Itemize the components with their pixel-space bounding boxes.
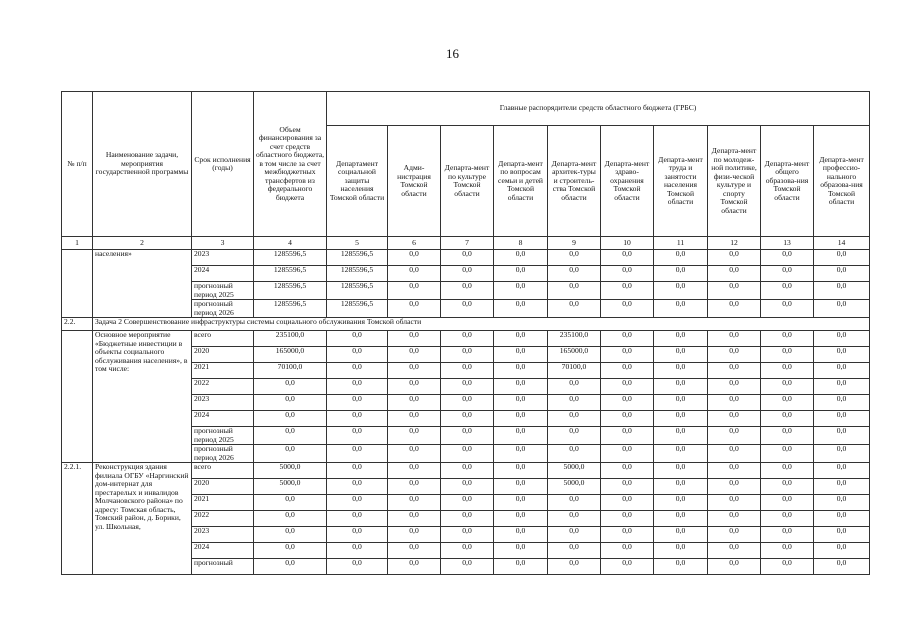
- value-cell: 0,0: [814, 331, 870, 347]
- value-cell: 0,0: [548, 250, 601, 266]
- value-cell: 0,0: [654, 282, 708, 300]
- value-cell: 0,0: [708, 445, 761, 463]
- column-number: 10: [601, 237, 654, 250]
- value-cell: 0,0: [654, 411, 708, 427]
- value-cell: 0,0: [494, 347, 548, 363]
- value-cell: 1285596,5: [327, 300, 388, 318]
- value-cell: 0,0: [654, 479, 708, 495]
- value-cell: 0,0: [441, 559, 494, 575]
- term-cell: 2024: [192, 411, 254, 427]
- value-cell: 0,0: [441, 282, 494, 300]
- value-cell: 0,0: [327, 363, 388, 379]
- value-cell: 0,0: [388, 347, 441, 363]
- value-cell: 0,0: [654, 559, 708, 575]
- value-cell: 0,0: [441, 463, 494, 479]
- value-cell: 0,0: [761, 347, 814, 363]
- value-cell: 0,0: [654, 395, 708, 411]
- value-cell: 0,0: [254, 427, 327, 445]
- column-number: 12: [708, 237, 761, 250]
- term-cell: 2024: [192, 266, 254, 282]
- value-cell: 5000,0: [254, 479, 327, 495]
- value-cell: 0,0: [814, 266, 870, 282]
- value-cell: 0,0: [814, 363, 870, 379]
- value-cell: 0,0: [441, 479, 494, 495]
- value-cell: 0,0: [494, 495, 548, 511]
- value-cell: 0,0: [254, 395, 327, 411]
- value-cell: 0,0: [388, 479, 441, 495]
- value-cell: 0,0: [441, 445, 494, 463]
- value-cell: 0,0: [327, 479, 388, 495]
- value-cell: 0,0: [254, 445, 327, 463]
- value-cell: 0,0: [494, 543, 548, 559]
- value-cell: 0,0: [708, 511, 761, 527]
- value-cell: 0,0: [654, 250, 708, 266]
- value-cell: 0,0: [441, 347, 494, 363]
- task-number: 2.2.: [62, 318, 93, 331]
- col-header-grbs-5: Департа-мент архитек-туры и строитель-ства Томской области: [548, 126, 601, 237]
- term-cell: прогнозный период 2025: [192, 282, 254, 300]
- value-cell: 0,0: [441, 527, 494, 543]
- value-cell: 0,0: [327, 543, 388, 559]
- value-cell: 0,0: [388, 527, 441, 543]
- value-cell: 0,0: [388, 379, 441, 395]
- value-cell: 1285596,5: [254, 282, 327, 300]
- value-cell: 0,0: [708, 300, 761, 318]
- row-number: [62, 250, 93, 318]
- value-cell: 0,0: [388, 331, 441, 347]
- value-cell: 0,0: [388, 363, 441, 379]
- value-cell: 0,0: [654, 427, 708, 445]
- measure-name: Реконструкция здания филиала ОГБУ «Наргинский дом-интернат для престарелых и инвалидов Молчановского района» по адресу: Томская область, Томский район, д. Борики, ул. Школьная,: [93, 463, 192, 575]
- value-cell: 0,0: [327, 527, 388, 543]
- value-cell: 0,0: [761, 300, 814, 318]
- value-cell: 0,0: [494, 266, 548, 282]
- value-cell: 0,0: [708, 427, 761, 445]
- value-cell: 0,0: [814, 411, 870, 427]
- term-cell: прогнозный период 2026: [192, 300, 254, 318]
- value-cell: 0,0: [388, 463, 441, 479]
- value-cell: 0,0: [814, 511, 870, 527]
- column-number: 4: [254, 237, 327, 250]
- value-cell: 0,0: [761, 479, 814, 495]
- value-cell: 0,0: [548, 395, 601, 411]
- value-cell: 0,0: [708, 266, 761, 282]
- value-cell: 0,0: [441, 427, 494, 445]
- term-cell: всего: [192, 463, 254, 479]
- value-cell: 0,0: [441, 250, 494, 266]
- term-cell: 2020: [192, 347, 254, 363]
- value-cell: 0,0: [327, 463, 388, 479]
- col-header-grbs-8: Департа-мент по молодеж-ной политике, физи-ческой культуре и спорту Томской области: [708, 126, 761, 237]
- col-header-num: № п/п: [62, 92, 93, 237]
- value-cell: 0,0: [548, 559, 601, 575]
- value-cell: 0,0: [761, 331, 814, 347]
- value-cell: 0,0: [254, 559, 327, 575]
- value-cell: 0,0: [654, 511, 708, 527]
- value-cell: 0,0: [654, 347, 708, 363]
- table-row: [62, 463, 870, 479]
- value-cell: 0,0: [548, 300, 601, 318]
- value-cell: 0,0: [254, 511, 327, 527]
- financing-table: [61, 91, 870, 575]
- value-cell: 0,0: [388, 266, 441, 282]
- value-cell: 0,0: [814, 559, 870, 575]
- value-cell: 0,0: [761, 511, 814, 527]
- value-cell: 0,0: [601, 363, 654, 379]
- value-cell: 0,0: [708, 527, 761, 543]
- col-header-grbs-2: Адми-нистрация Томской области: [388, 126, 441, 237]
- value-cell: 0,0: [327, 331, 388, 347]
- value-cell: 0,0: [388, 395, 441, 411]
- value-cell: 0,0: [388, 427, 441, 445]
- value-cell: 0,0: [388, 250, 441, 266]
- value-cell: 0,0: [388, 411, 441, 427]
- term-cell: 2020: [192, 479, 254, 495]
- value-cell: 0,0: [708, 559, 761, 575]
- value-cell: 0,0: [708, 282, 761, 300]
- col-header-grbs-6: Департа-мент здраво-охранения Томской области: [601, 126, 654, 237]
- column-number: 11: [654, 237, 708, 250]
- value-cell: 0,0: [814, 445, 870, 463]
- col-header-grbs-9: Департа-мент общего образова-ния Томской области: [761, 126, 814, 237]
- value-cell: 0,0: [548, 282, 601, 300]
- value-cell: 0,0: [327, 395, 388, 411]
- col-header-grbs-1: Департамент социальной защиты населения Томской области: [327, 126, 388, 237]
- col-header-name: Наименование задачи, мероприятия государственной программы: [93, 92, 192, 237]
- value-cell: 0,0: [548, 266, 601, 282]
- term-cell: прогнозный: [192, 559, 254, 575]
- task-title: Задача 2 Совершенствование инфраструктуры системы социального обслуживания Томской области: [93, 318, 870, 331]
- value-cell: 0,0: [761, 427, 814, 445]
- value-cell: 0,0: [761, 445, 814, 463]
- value-cell: 0,0: [601, 300, 654, 318]
- value-cell: 165000,0: [254, 347, 327, 363]
- value-cell: 0,0: [548, 411, 601, 427]
- value-cell: 0,0: [388, 543, 441, 559]
- value-cell: 0,0: [601, 427, 654, 445]
- value-cell: 0,0: [761, 543, 814, 559]
- column-number: 3: [192, 237, 254, 250]
- value-cell: 0,0: [494, 479, 548, 495]
- value-cell: 0,0: [494, 445, 548, 463]
- value-cell: 0,0: [601, 331, 654, 347]
- row-number: 2.2.1.: [62, 463, 93, 575]
- value-cell: 0,0: [548, 527, 601, 543]
- value-cell: 0,0: [494, 527, 548, 543]
- table-row: [62, 250, 870, 266]
- value-cell: 0,0: [814, 463, 870, 479]
- column-number: 1: [62, 237, 93, 250]
- term-cell: 2023: [192, 395, 254, 411]
- value-cell: 0,0: [388, 282, 441, 300]
- value-cell: 0,0: [601, 559, 654, 575]
- value-cell: 0,0: [761, 527, 814, 543]
- column-number: 13: [761, 237, 814, 250]
- value-cell: 0,0: [601, 463, 654, 479]
- value-cell: 0,0: [441, 331, 494, 347]
- value-cell: 0,0: [441, 266, 494, 282]
- measure-name: населения»: [93, 250, 192, 318]
- value-cell: 0,0: [441, 300, 494, 318]
- value-cell: 0,0: [601, 347, 654, 363]
- value-cell: 0,0: [761, 282, 814, 300]
- value-cell: 0,0: [494, 463, 548, 479]
- value-cell: 0,0: [654, 266, 708, 282]
- value-cell: 0,0: [441, 395, 494, 411]
- value-cell: 0,0: [254, 411, 327, 427]
- value-cell: 0,0: [327, 347, 388, 363]
- col-header-grbs-7: Департа-мент труда и занятости населения Томской области: [654, 126, 708, 237]
- value-cell: 5000,0: [548, 479, 601, 495]
- value-cell: 1285596,5: [327, 250, 388, 266]
- value-cell: 0,0: [708, 250, 761, 266]
- table-row: [62, 331, 870, 347]
- value-cell: 235100,0: [254, 331, 327, 347]
- value-cell: 0,0: [601, 543, 654, 559]
- value-cell: 0,0: [654, 379, 708, 395]
- value-cell: 0,0: [601, 250, 654, 266]
- term-cell: 2024: [192, 543, 254, 559]
- value-cell: 0,0: [814, 379, 870, 395]
- value-cell: 0,0: [601, 479, 654, 495]
- value-cell: 0,0: [327, 411, 388, 427]
- column-number: 2: [93, 237, 192, 250]
- value-cell: 0,0: [548, 427, 601, 445]
- value-cell: 0,0: [708, 363, 761, 379]
- value-cell: 0,0: [654, 527, 708, 543]
- value-cell: 0,0: [494, 300, 548, 318]
- value-cell: 0,0: [254, 379, 327, 395]
- value-cell: 0,0: [441, 543, 494, 559]
- value-cell: 0,0: [388, 300, 441, 318]
- value-cell: 1285596,5: [254, 300, 327, 318]
- value-cell: 0,0: [548, 511, 601, 527]
- value-cell: 0,0: [601, 282, 654, 300]
- column-number: 5: [327, 237, 388, 250]
- page-number: 16: [446, 46, 459, 61]
- value-cell: 0,0: [708, 495, 761, 511]
- value-cell: 1285596,5: [254, 250, 327, 266]
- value-cell: 0,0: [441, 363, 494, 379]
- value-cell: 0,0: [814, 543, 870, 559]
- value-cell: 0,0: [601, 495, 654, 511]
- value-cell: 0,0: [327, 379, 388, 395]
- value-cell: 0,0: [327, 445, 388, 463]
- value-cell: 0,0: [441, 411, 494, 427]
- value-cell: 0,0: [494, 331, 548, 347]
- value-cell: 0,0: [761, 495, 814, 511]
- value-cell: 0,0: [761, 395, 814, 411]
- value-cell: 5000,0: [254, 463, 327, 479]
- value-cell: 0,0: [708, 463, 761, 479]
- value-cell: 0,0: [708, 479, 761, 495]
- value-cell: 0,0: [814, 347, 870, 363]
- term-cell: 2021: [192, 495, 254, 511]
- column-number: 14: [814, 237, 870, 250]
- value-cell: 0,0: [494, 427, 548, 445]
- value-cell: 235100,0: [548, 331, 601, 347]
- value-cell: 0,0: [761, 266, 814, 282]
- col-header-grbs-3: Департа-мент по культуре Томской области: [441, 126, 494, 237]
- value-cell: 0,0: [601, 266, 654, 282]
- value-cell: 0,0: [654, 363, 708, 379]
- measure-name: Основное мероприятие «Бюджетные инвестиции в объекты социального обслуживания населения», в том числе:: [93, 331, 192, 463]
- value-cell: 0,0: [327, 427, 388, 445]
- value-cell: 0,0: [708, 347, 761, 363]
- value-cell: 0,0: [327, 511, 388, 527]
- term-cell: прогнозный период 2026: [192, 445, 254, 463]
- value-cell: 0,0: [601, 511, 654, 527]
- value-cell: 0,0: [761, 250, 814, 266]
- value-cell: 0,0: [327, 495, 388, 511]
- value-cell: 0,0: [708, 543, 761, 559]
- value-cell: 1285596,5: [254, 266, 327, 282]
- col-header-grbs-10: Департа-мент профессио-нального образова-ния Томской области: [814, 126, 870, 237]
- value-cell: 0,0: [548, 379, 601, 395]
- value-cell: 0,0: [548, 543, 601, 559]
- term-cell: прогнозный период 2025: [192, 427, 254, 445]
- value-cell: 0,0: [548, 445, 601, 463]
- value-cell: 0,0: [601, 411, 654, 427]
- value-cell: 0,0: [814, 479, 870, 495]
- value-cell: 0,0: [654, 300, 708, 318]
- value-cell: 0,0: [441, 379, 494, 395]
- value-cell: 0,0: [388, 445, 441, 463]
- value-cell: 1285596,5: [327, 266, 388, 282]
- value-cell: 0,0: [654, 331, 708, 347]
- col-header-volume: Объем финансирования за счет средств областного бюджета, в том числе за счет межбюджетных трансфертов из федерального бюджета: [254, 92, 327, 237]
- value-cell: 0,0: [601, 527, 654, 543]
- value-cell: 0,0: [494, 282, 548, 300]
- value-cell: 0,0: [761, 463, 814, 479]
- value-cell: 5000,0: [548, 463, 601, 479]
- value-cell: 0,0: [494, 511, 548, 527]
- value-cell: 0,0: [708, 411, 761, 427]
- value-cell: 0,0: [494, 363, 548, 379]
- value-cell: 0,0: [708, 395, 761, 411]
- value-cell: 0,0: [761, 363, 814, 379]
- value-cell: 0,0: [654, 495, 708, 511]
- value-cell: 0,0: [601, 445, 654, 463]
- value-cell: 0,0: [254, 495, 327, 511]
- column-number: 8: [494, 237, 548, 250]
- value-cell: 0,0: [494, 559, 548, 575]
- value-cell: 0,0: [708, 379, 761, 395]
- value-cell: 0,0: [654, 543, 708, 559]
- value-cell: 0,0: [494, 411, 548, 427]
- value-cell: 165000,0: [548, 347, 601, 363]
- value-cell: 0,0: [254, 527, 327, 543]
- col-header-grbs-4: Департа-мент по вопросам семьи и детей Томской области: [494, 126, 548, 237]
- value-cell: 0,0: [654, 463, 708, 479]
- term-cell: 2021: [192, 363, 254, 379]
- value-cell: 0,0: [814, 495, 870, 511]
- column-number: 7: [441, 237, 494, 250]
- term-cell: 2023: [192, 250, 254, 266]
- value-cell: 0,0: [388, 559, 441, 575]
- row-number: [62, 331, 93, 463]
- value-cell: 0,0: [254, 543, 327, 559]
- value-cell: 70100,0: [548, 363, 601, 379]
- value-cell: 1285596,5: [327, 282, 388, 300]
- value-cell: 0,0: [814, 527, 870, 543]
- value-cell: 0,0: [388, 511, 441, 527]
- value-cell: 0,0: [814, 282, 870, 300]
- task-row: [62, 318, 870, 331]
- value-cell: 0,0: [548, 495, 601, 511]
- value-cell: 70100,0: [254, 363, 327, 379]
- value-cell: 0,0: [814, 427, 870, 445]
- value-cell: 0,0: [494, 379, 548, 395]
- col-header-term: Срок исполнения (годы): [192, 92, 254, 237]
- value-cell: 0,0: [761, 559, 814, 575]
- value-cell: 0,0: [388, 495, 441, 511]
- term-cell: 2022: [192, 511, 254, 527]
- value-cell: 0,0: [761, 379, 814, 395]
- value-cell: 0,0: [494, 250, 548, 266]
- value-cell: 0,0: [814, 300, 870, 318]
- term-cell: 2023: [192, 527, 254, 543]
- value-cell: 0,0: [601, 395, 654, 411]
- value-cell: 0,0: [327, 559, 388, 575]
- term-cell: 2022: [192, 379, 254, 395]
- column-number: 6: [388, 237, 441, 250]
- value-cell: 0,0: [654, 445, 708, 463]
- value-cell: 0,0: [814, 250, 870, 266]
- term-cell: всего: [192, 331, 254, 347]
- value-cell: 0,0: [761, 411, 814, 427]
- value-cell: 0,0: [708, 331, 761, 347]
- column-number: 9: [548, 237, 601, 250]
- value-cell: 0,0: [814, 395, 870, 411]
- value-cell: 0,0: [601, 379, 654, 395]
- col-header-grbs: Главные распорядители средств областного бюджета (ГРБС): [327, 92, 870, 126]
- value-cell: 0,0: [441, 495, 494, 511]
- value-cell: 0,0: [494, 395, 548, 411]
- value-cell: 0,0: [441, 511, 494, 527]
